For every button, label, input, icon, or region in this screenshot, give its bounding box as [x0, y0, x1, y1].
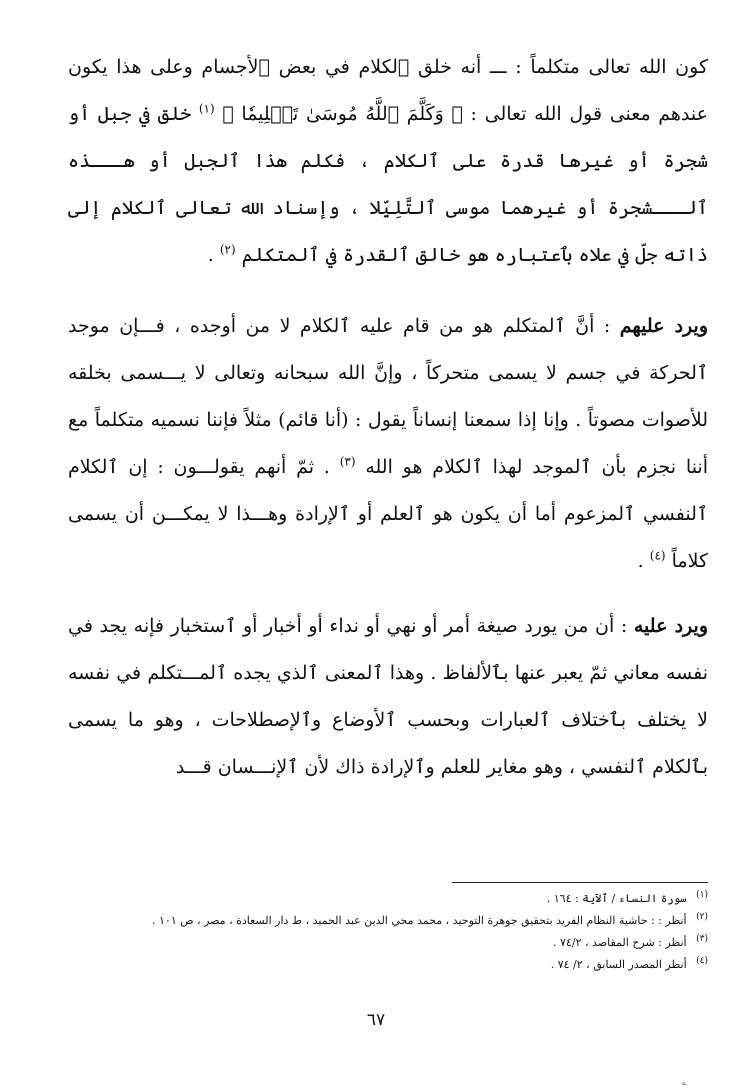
scan-corner-mark: ے [682, 1078, 687, 1087]
paragraph-1 [68, 44, 708, 279]
paragraph-2-text-3: . [637, 550, 644, 572]
footnote-1-number: (١) [696, 890, 708, 901]
paragraph-1-text-1: كون الله تعالى متكلماً : ـــ أنه خلق ٱلكلام في بعض ٱلأجسام وعلى هذا يكون عندهم معنى قول الله تعالى : ﴿ وَكَلَّمَ ٱللَّهُ مُوسَىٰ تَكۡلِيمٗا ﴾ [68, 56, 708, 125]
footnote-divider [452, 882, 708, 883]
footnote-2-number: (٢) [696, 912, 708, 923]
footnote-1-text: سورة النساء / ٱلآية : ١٦٤ . [546, 892, 687, 905]
paragraph-1-text-2: خلق في جبل أو شجرة أو غيرها قدرة على ٱلكلام ، فكلم هذا ٱلجبل أو هـــذه ٱلـــشجرة أو غيرهما موسى ٱلتَّلِيِّلا ، وإسناد الله تعالى ٱلكلام إلى ذاته جلّ في علاه بٱعتباره هو خالق ٱلقدرة في ٱلمتكلم [68, 103, 708, 266]
footnotes [100, 888, 708, 976]
footnote-4-text: أنظر المصدر السابق ، ٢/ ٧٤ . [550, 958, 687, 971]
paragraph-3 [68, 603, 708, 791]
footnote-2 [100, 910, 708, 932]
footnote-4-number: (٤) [696, 956, 708, 967]
footnote-1 [100, 888, 708, 910]
paragraph-2-text-1: : أنَّ ٱلمتكلم هو من قام عليه ٱلكلام لا من أوجده ، فـــإن موجد ٱلحركة في جسم لا يسمى متحركاً ، وإنَّ الله سبحانه وتعالى لا يـــسمى بخلقه للأصوات مصوتاً . وإنا إذا سمعنا إنساناً يقول : (أنا قائم) مثلاً فإننا نسميه متكلماً مع أننا نجزم بأن ٱلموجد لهذا ٱلكلام هو الله [68, 315, 708, 478]
paragraph-1-text-3: . [207, 244, 214, 266]
footnote-ref-4[interactable]: (٤) [649, 548, 666, 563]
footnote-3-number: (٣) [696, 934, 708, 945]
paragraph-2-lead: ويرد عليهم [619, 315, 708, 337]
paragraph-3-text-1: : أن من يورد صيغة أمر أو نهي أو نداء أو أخبار أو ٱستخبار فإنه يجد في نفسه معاني ثمّ يعبر عنها بٱلألفاظ . وهذا ٱلمعنى ٱلذي يجده ٱلمـــتكلم في نفسه لا يختلف بٱختلاف ٱلعبارات وبحسب ٱلأوضاع وٱلإصطلاحات ، وهو ما يسمى بٱلكلام ٱلنفسي ، وهو مغاير للعلم وٱلإرادة ذاك لأن ٱلإنـــسان قـــد [68, 615, 708, 778]
footnote-4 [100, 954, 708, 976]
footnote-ref-2[interactable]: (٢) [219, 242, 236, 257]
page-number: ٦٧ [366, 1010, 386, 1030]
footnote-3-text: أنظر : شرح المقاصد ، ٧٤/٢ . [553, 936, 687, 949]
footnote-2-text: أنظر : : حاشية النظام الفريد بتحقيق جوهرة التوحيد ، محمد محي الدين عبد الحميد ، ط دار السعادة ، مصر ، ص ١٠١ . [152, 914, 687, 927]
footnote-ref-3[interactable]: (٣) [339, 454, 356, 469]
paragraph-3-lead: ويرد عليه [633, 615, 708, 637]
footnote-3 [100, 932, 708, 954]
paragraph-2 [68, 303, 708, 585]
paragraph-2-text-2: . ثمّ أنهم يقولـــون : إن ٱلكلام ٱلنفسي ٱلمزعوم أما أن يكون هو ٱلعلم أو ٱلإرادة وهـــذا لا يمكـــن أن يسمى كلاماً [68, 456, 708, 572]
footnote-ref-1[interactable]: (١) [198, 101, 215, 116]
